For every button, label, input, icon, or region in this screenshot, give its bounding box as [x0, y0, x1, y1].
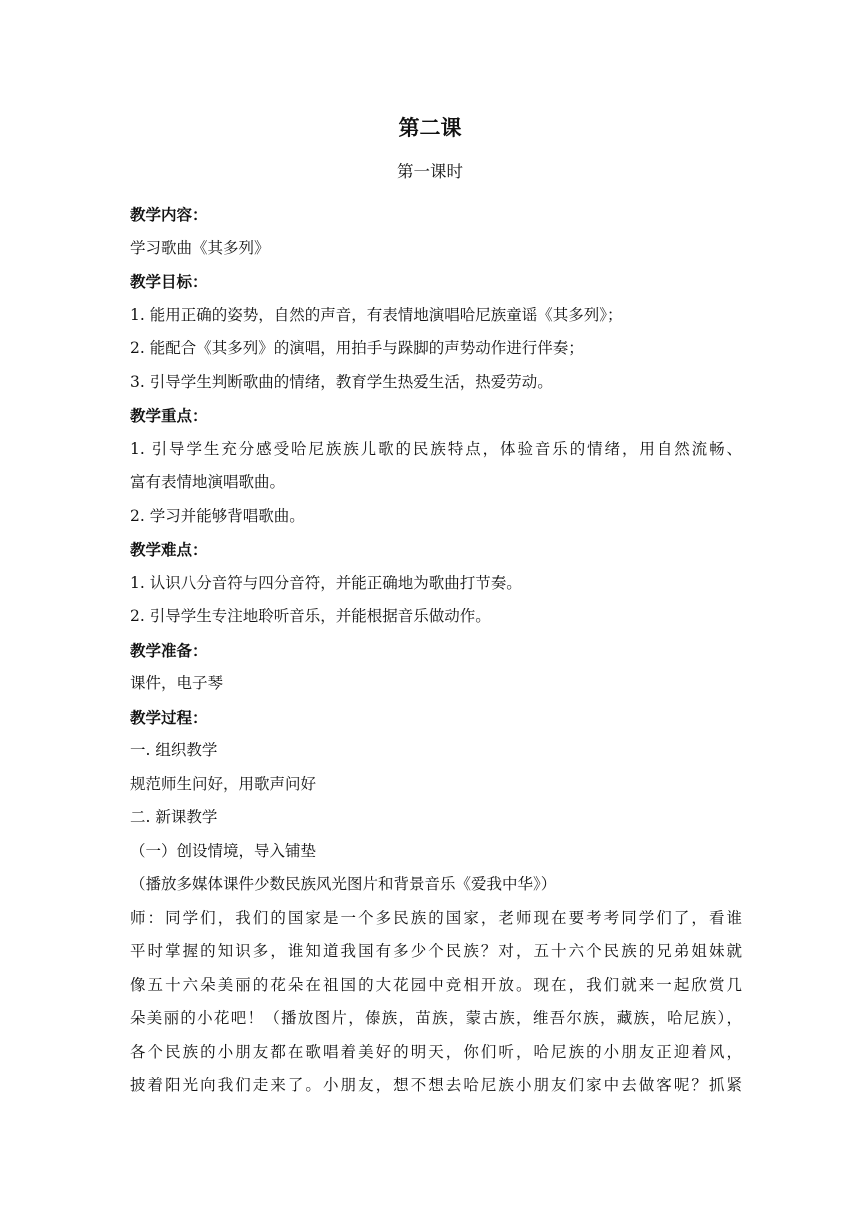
paragraph-line: 平时掌握的知识多，谁知道我国有多少个民族？对，五十六个民族的兄弟姐妹就: [130, 942, 742, 960]
paragraph-line: 师：同学们，我们的国家是一个多民族的国家，老师现在要考考同学们了，看谁: [130, 908, 742, 927]
section-heading: 教学过程：: [130, 707, 208, 727]
section-heading: 教学重点：: [130, 406, 208, 425]
paragraph-line: 朵美丽的小花吧！（播放图片，傣族，苗族，蒙古族，维吾尔族，藏族，哈尼族），: [130, 1009, 742, 1027]
paragraph-line: 1. 能用正确的姿势，自然的声音，有表情地演唱哈尼族童谣《其多列》；: [130, 305, 623, 324]
document-body: [130, 198, 742, 1103]
paragraph-line: 各个民族的小朋友都在歌唱着美好的明天，你们听，哈尼族的小朋友正迎着风，: [130, 1042, 742, 1061]
paragraph-line: 学习歌曲《其多列》: [130, 238, 270, 257]
paragraph-line: （一）创设情境，导入铺垫: [130, 841, 317, 860]
section-heading: 教学内容：: [130, 205, 208, 224]
paragraph-line: 2. 能配合《其多列》的演唱，用拍手与跺脚的声势动作进行伴奏；: [130, 339, 584, 357]
paragraph-line: 规范师生问好，用歌声问好: [130, 774, 317, 793]
paragraph-line: 2. 学习并能够背唱歌曲。: [130, 506, 305, 525]
section-heading: 教学目标：: [130, 272, 208, 291]
section-heading: 教学准备：: [130, 640, 208, 660]
paragraph-line: 2. 引导学生专注地聆听音乐，并能根据音乐做动作。: [130, 607, 491, 625]
paragraph-line: 披着阳光向我们走来了。小朋友，想不想去哈尼族小朋友们家中去做客呢？抓紧: [130, 1076, 742, 1094]
paragraph-line: 课件，电子琴: [130, 674, 224, 692]
paragraph-line: 富有表情地演唱歌曲。: [130, 473, 286, 491]
paragraph-line: 3. 引导学生判断歌曲的情绪，教育学生热爱生活，热爱劳动。: [130, 372, 553, 391]
paragraph-line: 1. 认识八分音符与四分音符，并能正确地为歌曲打节奏。: [130, 573, 522, 592]
section-heading: 教学难点：: [130, 540, 208, 559]
lesson-subtitle: 第一课时: [397, 162, 463, 181]
paragraph-line: 一. 组织教学: [130, 741, 218, 759]
paragraph-line: 1. 引导学生充分感受哈尼族族儿歌的民族特点，体验音乐的情绪，用自然流畅、: [130, 439, 742, 458]
paragraph-line: 二. 新课教学: [130, 808, 218, 826]
lesson-title: 第二课: [398, 115, 462, 140]
paragraph-line: 像五十六朵美丽的花朵在祖国的大花园中竞相开放。现在，我们就来一起欣赏几: [130, 975, 742, 994]
paragraph-line: （播放多媒体课件少数民族风光图片和背景音乐《爱我中华》）: [130, 875, 557, 893]
